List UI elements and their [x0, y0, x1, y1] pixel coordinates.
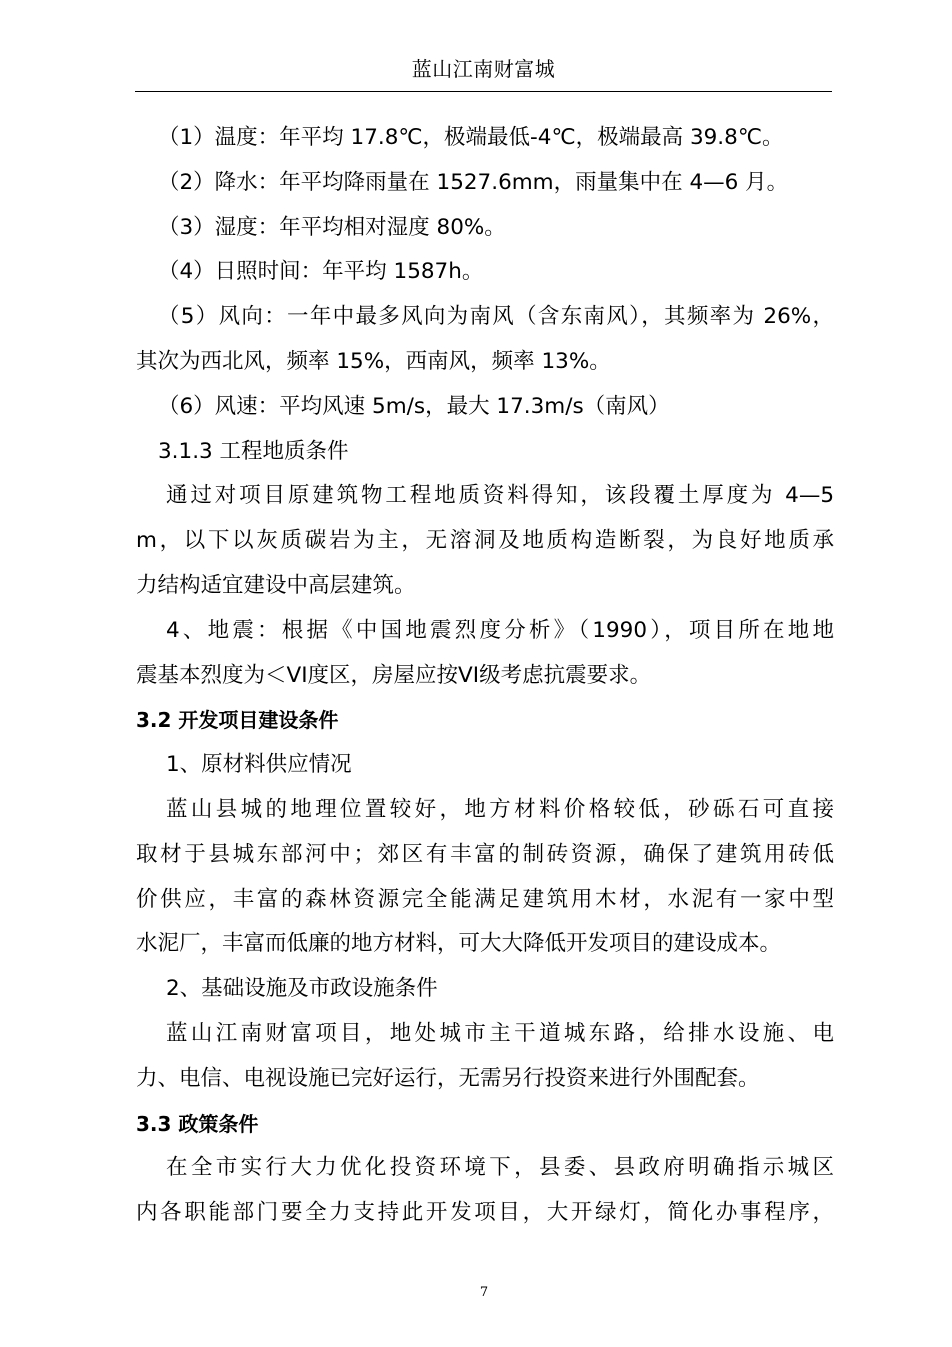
paragraph-infrastructure-end: 力、电信、电视设施已完好运行，无需另行投资来进行外围配套。	[136, 1065, 760, 1091]
paragraph-policy: 在全市实行大力优化投资环境下，县委、县政府明确指示城区	[166, 1155, 834, 1181]
paragraph-earthquake-cont: 震基本烈度为＜ⅤⅠ度区，房屋应按VI级考虑抗震要求。	[136, 662, 652, 688]
subheading-materials: 1、原材料供应情况	[166, 752, 352, 778]
header-divider	[135, 91, 832, 92]
subheading-geology: 3.1.3 工程地质条件	[158, 438, 349, 464]
paragraph-wind-direction: （5）风向：一年中最多风向为南风（含东南风），其频率为 26%，	[158, 304, 834, 330]
subheading-infrastructure: 2、基础设施及市政设施条件	[166, 976, 438, 1002]
paragraph-materials-cont-2: 价供应，丰富的森林资源完全能满足建筑用木材，水泥有一家中型	[136, 886, 834, 912]
paragraph-materials: 蓝山县城的地理位置较好，地方材料价格较低，砂砾石可直接	[166, 796, 834, 822]
paragraph-humidity: （3）湿度：年平均相对湿度 80%。	[158, 214, 506, 240]
paragraph-materials-end: 水泥厂，丰富而低廉的地方材料，可大大降低开发项目的建设成本。	[136, 931, 782, 957]
paragraph-policy-cont: 内各职能部门要全力支持此开发项目，大开绿灯，简化办事程序，	[136, 1200, 834, 1226]
paragraph-sunshine: （4）日照时间：年平均 1587h。	[158, 259, 484, 285]
paragraph-geology-cont: m，以下以灰质碳岩为主，无溶洞及地质构造断裂，为良好地质承	[136, 528, 834, 554]
paragraph-materials-cont-1: 取材于县城东部河中；郊区有丰富的制砖资源，确保了建筑用砖低	[136, 841, 834, 867]
body-text	[136, 116, 834, 1236]
paragraph-geology: 通过对项目原建筑物工程地质资料得知，该段覆土厚度为 4—5	[166, 483, 834, 509]
paragraph-geology-end: 力结构适宜建设中高层建筑。	[136, 572, 416, 598]
paragraph-temperature: （1）温度：年平均 17.8℃，极端最低-4℃，极端最高 39.8℃。	[158, 125, 784, 150]
paragraph-wind-speed: （6）风速：平均风速 5m/s，最大 17.3m/s（南风）	[158, 393, 670, 419]
paragraph-earthquake: 4、地震：根据《中国地震烈度分析》（1990），项目所在地地	[166, 617, 834, 643]
paragraph-wind-direction-cont: 其次为西北风，频率 15%，西南风，频率 13%。	[136, 348, 611, 374]
page-header-title: 蓝山江南财富城	[411, 57, 556, 81]
paragraph-infrastructure: 蓝山江南财富项目，地处城市主干道城东路，给排水设施、电	[166, 1020, 834, 1046]
paragraph-precipitation: （2）降水：年平均降雨量在 1527.6mm，雨量集中在 4—6 月。	[158, 169, 789, 195]
page-number: 7	[479, 1285, 489, 1300]
section-heading-3-3: 3.3 政策条件	[136, 1111, 259, 1136]
section-heading-3-2: 3.2 开发项目建设条件	[136, 708, 339, 733]
